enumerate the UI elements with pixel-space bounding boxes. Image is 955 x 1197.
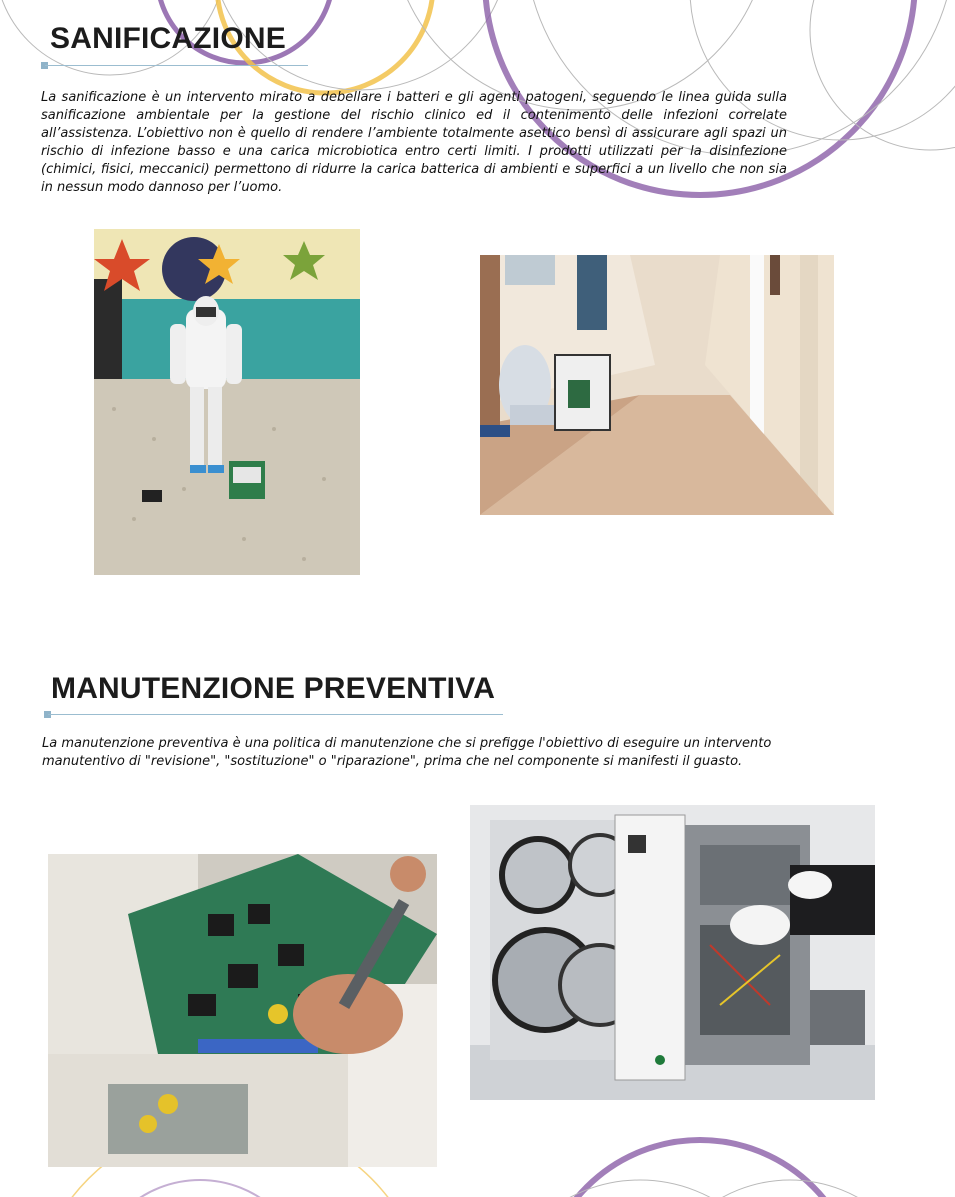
section-body-sanificazione: La sanificazione è un intervento mirato a debellare i batteri e gli agenti patogeni, seguendo le linea guida sulla sanificazione ambientale per la gestione del rischio clinico ed il contenimento delle infezioni correlate all’assistenza. L’obiettivo non è quello di rendere l’ambiente totalmente asettico bensì di assicurare agli spazi un rischio di infezione basso e una carica microbiotica entro certi limiti. I prodotti utilizzati per la disinfezione (chimici, fisici, meccanici) permettono di ridurre la carica batterica di ambienti e superfici a un livello che non sia in nessun modo dannoso per l’uomo. xyxy=(41,90,787,195)
section-title-manutenzione: MANUTENZIONE PREVENTIVA xyxy=(51,672,496,705)
title-rule xyxy=(45,65,308,66)
photo-worker-protective-suit xyxy=(94,229,360,575)
photo-circuit-board-soldering xyxy=(48,854,437,1167)
title-rule xyxy=(48,714,503,715)
photo-autoclave-repair xyxy=(470,805,875,1100)
section-body-manutenzione: La manutenzione preventiva è una politica di manutenzione che si prefigge l'obiettivo di eseguire un intervento manutentivo di "revisione", "sostituzione" o "riparazione", prima che nel componente si manifesti il guasto. xyxy=(42,736,772,769)
photo-worker-sanitizing-hallway xyxy=(480,255,834,515)
section-title-sanificazione: SANIFICAZIONE xyxy=(50,22,286,55)
